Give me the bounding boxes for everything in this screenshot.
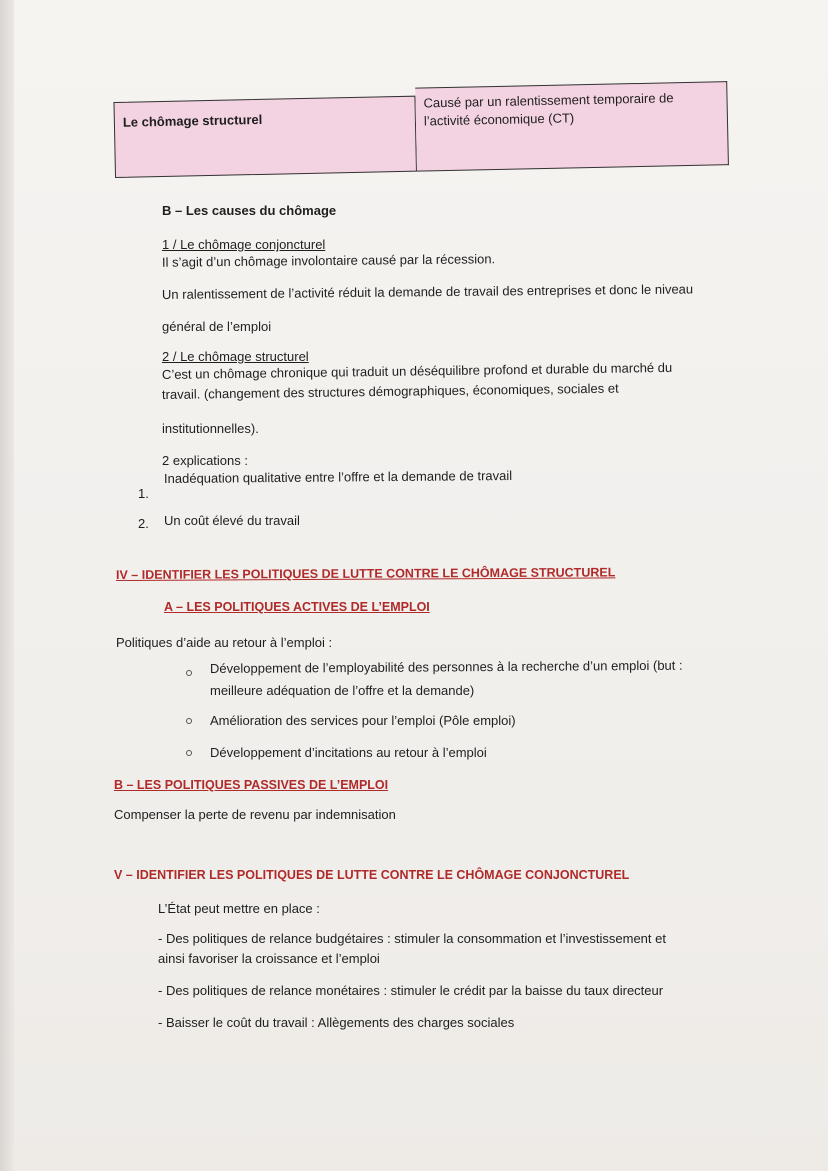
sub2-paragraph-line2: travail. (changement des structures démographiques, économiques, sociales et (161, 380, 619, 402)
table-cell-left-text: Le chômage structurel (122, 111, 263, 130)
bullet-2: Amélioration des services pour l’emploi (Pôle emploi) (210, 713, 516, 728)
sub2-title: 2 / Le chômage structurel (162, 349, 309, 364)
bullet-icon (186, 750, 192, 756)
sub1-title: 1 / Le chômage conjoncturel (162, 237, 326, 252)
table-cell-right (415, 81, 729, 172)
sub1-paragraph-1: Il s’agit d’un chômage involontaire causé par la récession. (161, 251, 496, 270)
list-number-2: 2. (138, 516, 149, 531)
section-iv-b-title: B – LES POLITIQUES PASSIVES DE L’EMPLOI (114, 778, 389, 792)
section-v-p2: - Des politiques de relance monétaires : stimuler le crédit par la baisse du taux directeur (158, 983, 664, 998)
sub1-paragraph-2-line1: Un ralentissement de l’activité réduit la demande de travail des entreprises et donc le niveau (161, 281, 694, 302)
binder-edge (0, 0, 14, 1171)
list-number-1: 1. (138, 486, 149, 501)
bullet-1-line2: meilleure adéquation de l’offre et la demande) (210, 683, 475, 698)
section-v-title: V – IDENTIFIER LES POLITIQUES DE LUTTE CONTRE LE CHÔMAGE CONJONCTUREL (114, 868, 630, 882)
table-cell-left (113, 96, 417, 178)
bullet-icon (186, 718, 192, 724)
bullet-3: Développement d’incitations au retour à l’emploi (210, 745, 487, 760)
sub1-paragraph-2-line2: général de l’emploi (162, 319, 272, 334)
table-cell-right-text: Causé par un ralentissement temporaire de l’activité économique (CT) (423, 90, 674, 129)
sub2-paragraph-line1: C’est un chômage chronique qui traduit un déséquilibre profond et durable du marché du (161, 359, 673, 382)
section-iv-b-text: Compenser la perte de revenu par indemnisation (114, 807, 396, 822)
bullet-1-line1: Développement de l’employabilité des personnes à la recherche d’un emploi (but : (209, 657, 683, 676)
sub2-paragraph-line3: institutionnelles). (162, 421, 259, 436)
definition-table (113, 67, 729, 178)
bullet-icon (186, 670, 192, 676)
list-item-2: Un coût élevé du travail (164, 513, 300, 528)
section-v-p1-line2: ainsi favoriser la croissance et l’emploi (158, 951, 380, 966)
section-v-p3: - Baisser le coût du travail : Allègements des charges sociales (158, 1015, 515, 1030)
section-iv-a-intro: Politiques d’aide au retour à l’emploi : (116, 635, 333, 650)
section-iv-a-title: A – LES POLITIQUES ACTIVES DE L’EMPLOI (164, 600, 430, 614)
section-iv-title: IV – IDENTIFIER LES POLITIQUES DE LUTTE CONTRE LE CHÔMAGE STRUCTUREL (115, 565, 616, 582)
list-item-1: Inadéquation qualitative entre l’offre et la demande de travail (163, 467, 513, 486)
section-b-title: B – Les causes du chômage (162, 203, 337, 218)
section-v-intro: L’État peut mettre en place : (158, 901, 320, 916)
explications-label: 2 explications : (162, 453, 248, 468)
section-v-p1-line1: - Des politiques de relance budgétaires : stimuler la consommation et l’investissement et (158, 931, 666, 946)
